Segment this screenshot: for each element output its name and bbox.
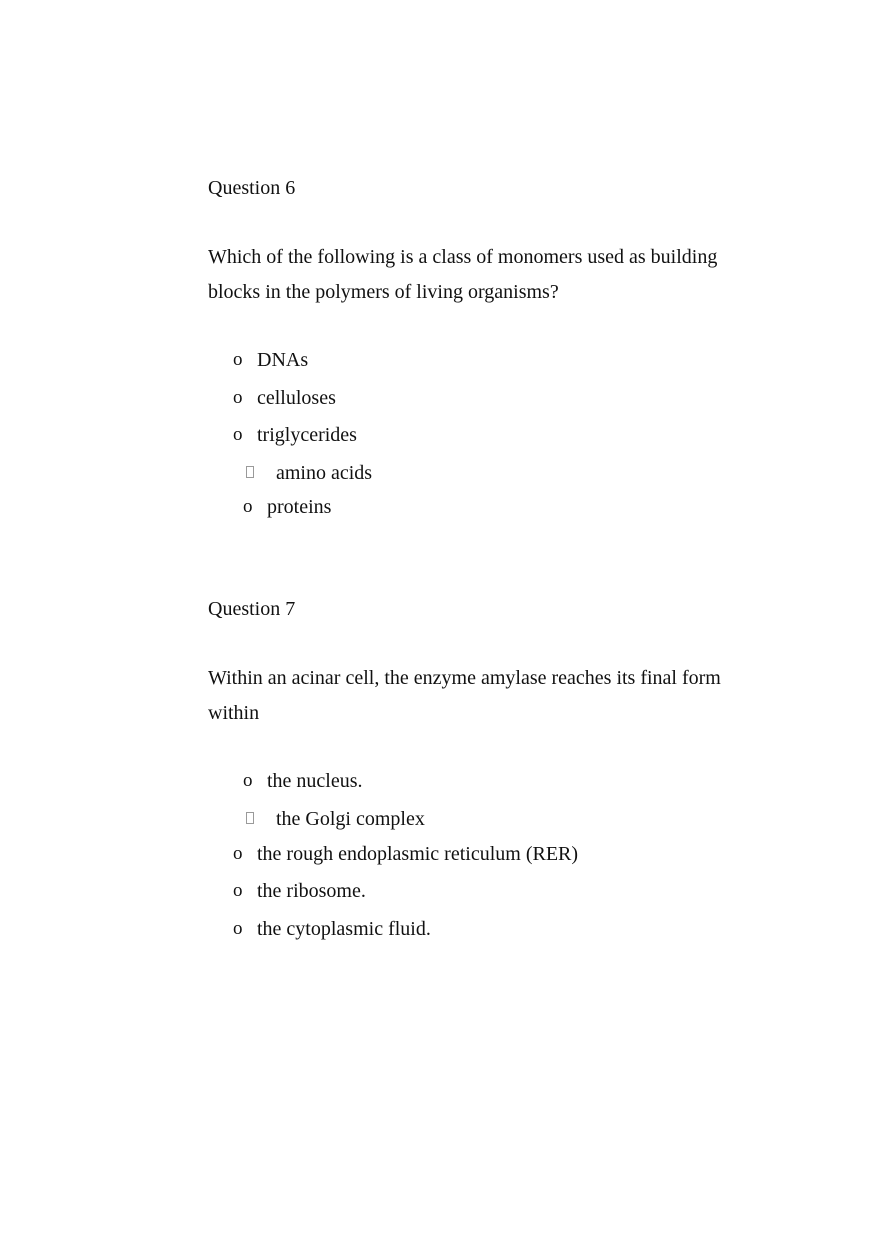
option-label: celluloses xyxy=(257,387,336,409)
circle-bullet-icon: o xyxy=(233,880,243,901)
option-label: the nucleus. xyxy=(267,770,363,792)
question-7-heading: Question 7 xyxy=(208,598,296,620)
question-7-text: Within an acinar cell, the enzyme amylase reaches its final form within xyxy=(208,667,721,724)
circle-bullet-icon: o xyxy=(233,349,243,370)
option-label: the ribosome. xyxy=(257,880,366,902)
option-label: the rough endoplasmic reticulum (RER) xyxy=(257,843,579,865)
checkbox-glyph-icon xyxy=(246,812,254,824)
option-label: the cytoplasmic fluid. xyxy=(257,918,431,940)
option-label: the Golgi complex xyxy=(276,808,425,830)
circle-bullet-icon: o xyxy=(233,424,243,445)
question-6-heading: Question 6 xyxy=(208,177,296,199)
checkbox-glyph-icon xyxy=(246,466,254,478)
question-6-text: Which of the following is a class of monomers used as building blocks in the polymers of living organisms? xyxy=(208,246,718,303)
option-label: triglycerides xyxy=(257,424,357,446)
circle-bullet-icon: o xyxy=(233,843,243,864)
circle-bullet-icon: o xyxy=(243,770,253,791)
option-label: DNAs xyxy=(257,349,309,371)
circle-bullet-icon: o xyxy=(233,918,243,939)
circle-bullet-icon: o xyxy=(243,496,253,517)
option-label: proteins xyxy=(267,496,332,518)
option-label: amino acids xyxy=(276,462,373,484)
circle-bullet-icon: o xyxy=(233,387,243,408)
